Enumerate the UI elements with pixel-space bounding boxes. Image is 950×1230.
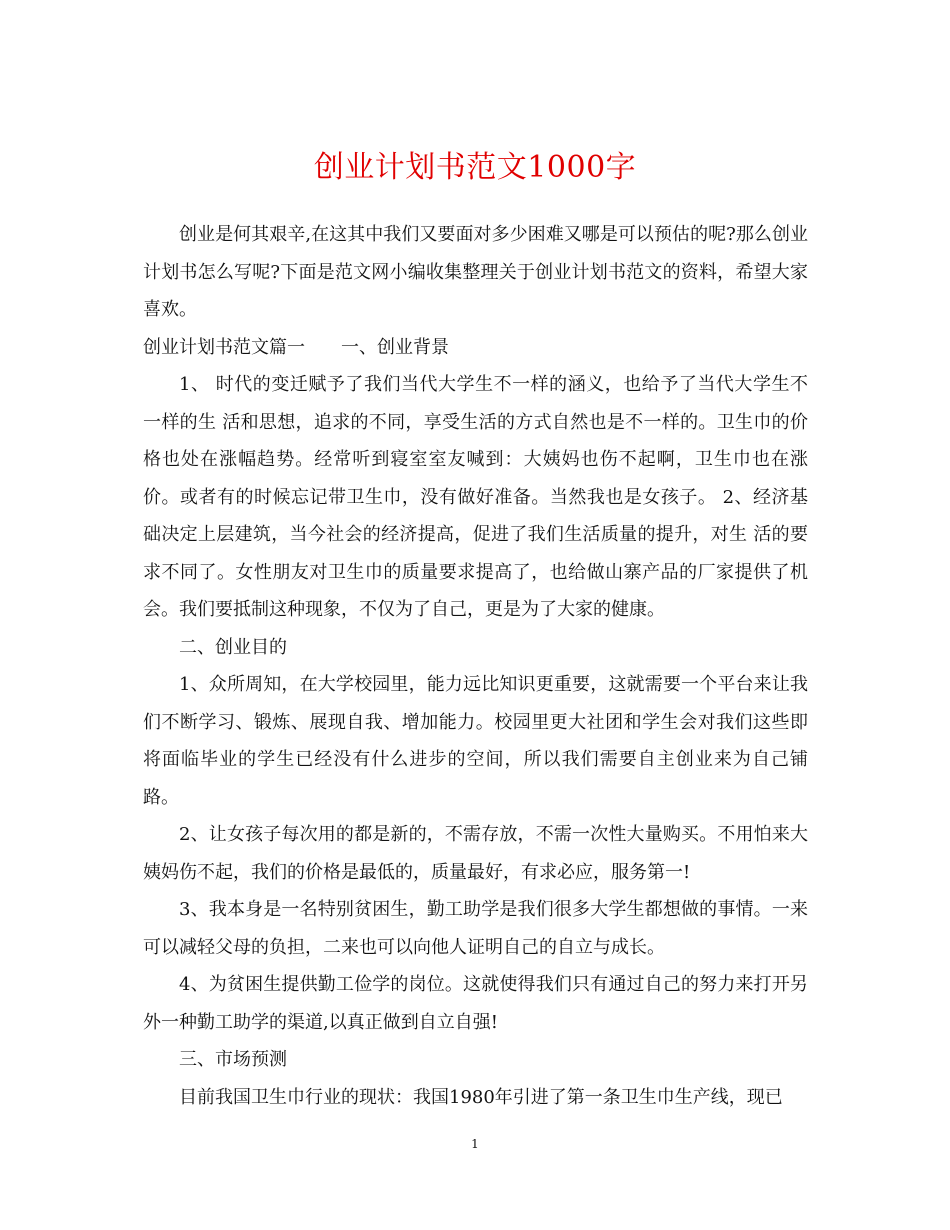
section-heading-market: 三、市场预测 — [179, 1049, 287, 1070]
background-paragraph: 1、 时代的变迁赋予了我们当代大学生不一样的涵义，也给予了当代大学生不一样的生 活和思想，追求的不同，享受生活的方式自然也是不一样的。卫生巾的价格也处在涨幅趋势。经常听到寝室室友喊到：大姨妈也伤不起啊，卫生巾也在涨价。或者有的时候忘记带卫生巾，没有做好准备。当然我也是女孩子。 2、经济基础决定上层建筑，当今社会的经济提高，促进了我们生活质量的提升，对生 活的要求不同了。女性朋友对卫生巾的质量要求提高了，也给做山寨产品的厂家提供了机会。我们要抵制这种现象，不仅为了自己，更是为了大家的健康。 — [143, 374, 808, 620]
intro-paragraph: 创业是何其艰辛,在这其中我们又要面对多少困难又哪是可以预估的呢?那么创业计划书怎么写呢?下面是范文网小编收集整理关于创业计划书范文的资料，希望大家喜欢。 — [143, 224, 808, 320]
document-body — [143, 216, 808, 1116]
page-number: 1 — [471, 1137, 479, 1151]
purpose-paragraph-1: 1、众所周知，在大学校园里，能力远比知识更重要，这就需要一个平台来让我们不断学习、锻炼、展现自我、增加能力。校园里更大社团和学生会对我们这些即将面临毕业的学生已经没有什么进步的空间，所以我们需要自主创业来为自己铺路。 — [143, 674, 808, 808]
document-title: 创业计划书范文1000字 — [313, 150, 637, 185]
section-heading-purpose: 二、创业目的 — [179, 636, 287, 658]
purpose-paragraph-2: 2、让女孩子每次用的都是新的，不需存放，不需一次性大量购买。不用怕来大姨妈伤不起，我们的价格是最低的，质量最好，有求必应，服务第一! — [143, 824, 808, 883]
purpose-paragraph-3: 3、我本身是一名特别贫困生，勤工助学是我们很多大学生都想做的事情。一来可以减轻父母的负担，二来也可以向他人证明自己的自立与成长。 — [143, 899, 808, 958]
section-heading-background: 创业计划书范文篇一 一、创业背景 — [143, 336, 449, 358]
market-paragraph: 目前我国卫生巾行业的现状：我国1980年引进了第一条卫生巾生产线，现已 — [179, 1086, 783, 1108]
purpose-paragraph-4: 4、为贫困生提供勤工俭学的岗位。这就使得我们只有通过自己的努力来打开另外一种勤工助学的渠道,以真正做到自立自强! — [143, 974, 808, 1033]
